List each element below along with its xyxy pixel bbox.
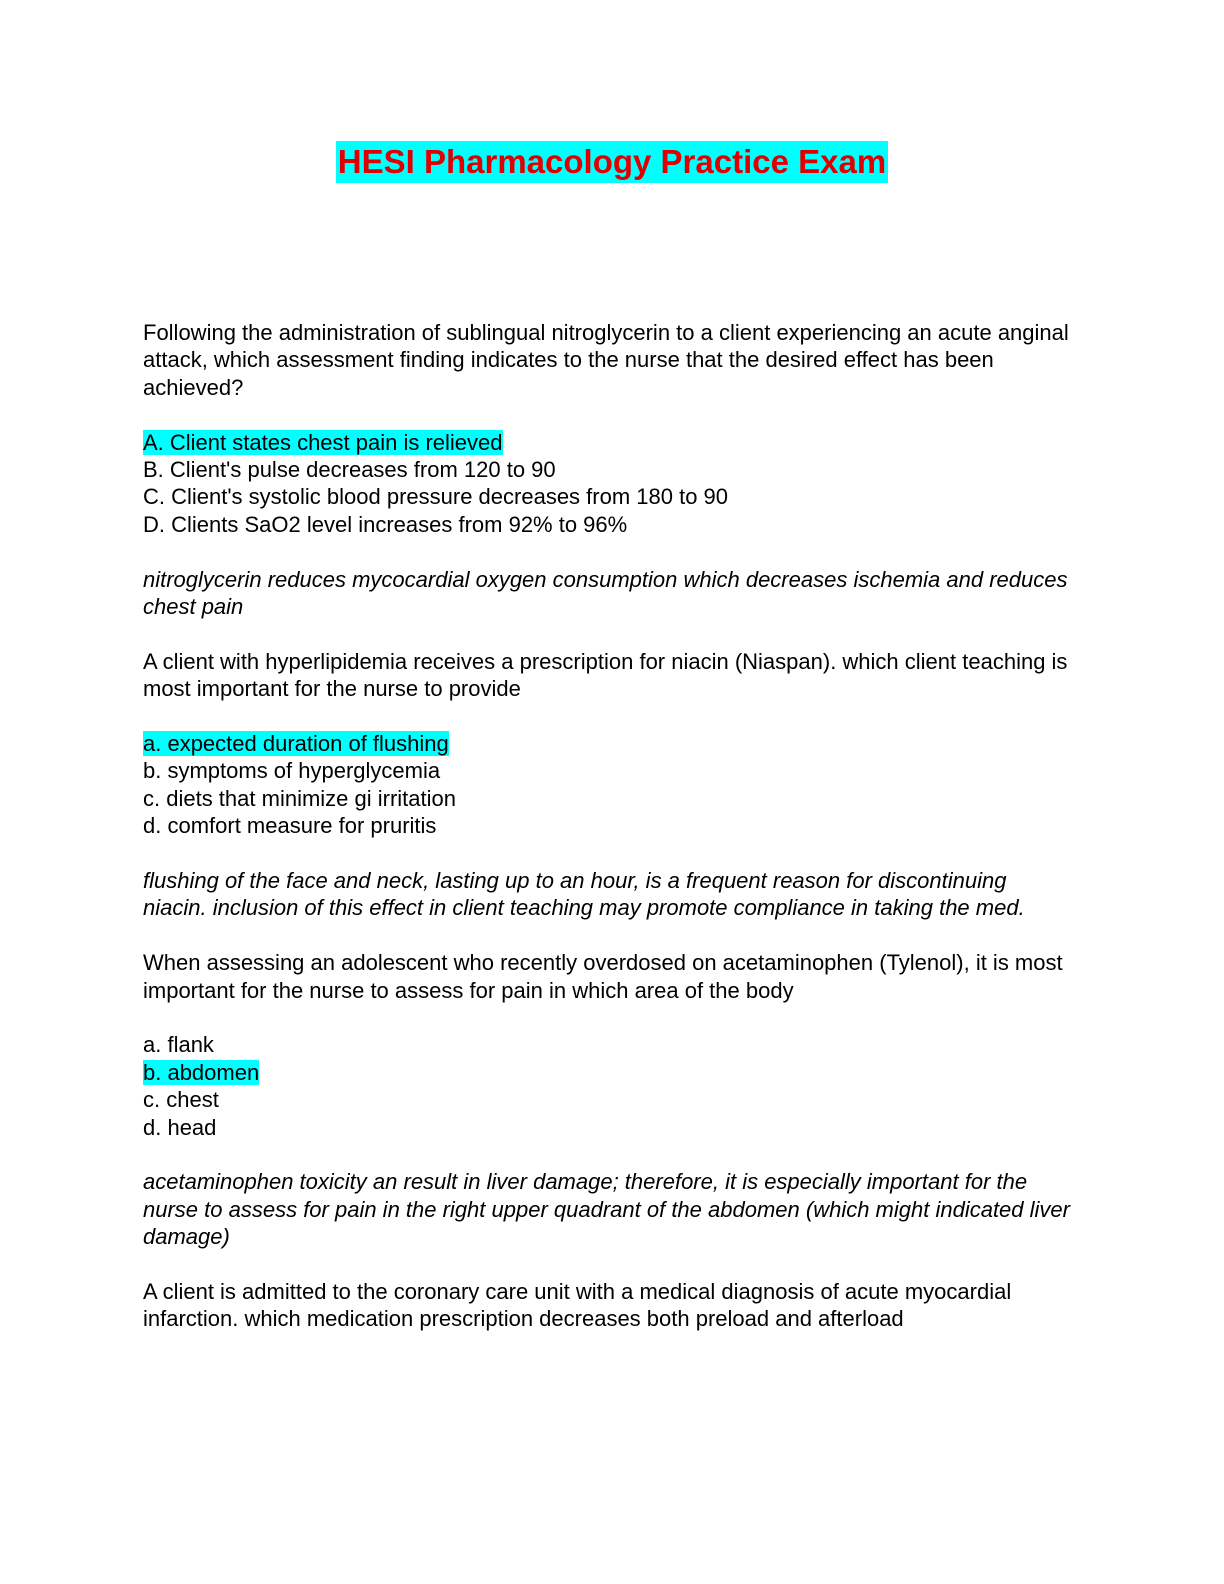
answer-option: D. Clients SaO2 level increases from 92% to 96% [143,511,628,537]
answer-option: C. Client's systolic blood pressure decreases from 180 to 90 [143,484,729,510]
answer-option: c. diets that minimize gi irritation [143,785,456,811]
answer-option: c. chest [143,1087,219,1113]
title-container [0,141,1224,183]
document-title: HESI Pharmacology Practice Exam [336,141,888,183]
answer-option: b. symptoms of hyperglycemia [143,758,441,784]
question-stem: When assessing an adolescent who recently overdosed on acetaminophen (Tylenol), it is most important for the nurse to assess for pain in which area of the body [143,950,1063,1003]
answer-option: d. head [143,1114,217,1140]
question-stem: A client is admitted to the coronary care unit with a medical diagnosis of acute myocardial infarction. which medication prescription decreases both preload and afterload [143,1279,1012,1332]
question-stem: Following the administration of sublingual nitroglycerin to a client experiencing an acute anginal attack, which assessment finding indicates to the nurse that the desired effect has been achieved? [143,320,1069,400]
answer-option [143,730,1073,757]
answer-option: B. Client's pulse decreases from 120 to 90 [143,457,556,483]
answer-rationale: nitroglycerin reduces mycocardial oxygen consumption which decreases ischemia and reduces chest pain [143,566,1068,620]
question-stem: A client with hyperlipidemia receives a prescription for niacin (Niaspan). which client teaching is most important for the nurse to provide [143,648,1068,702]
document-body [143,319,1073,1360]
answer-rationale: acetaminophen toxicity an result in liver damage; therefore, it is especially important for the nurse to assess for pain in the right upper quadrant of the abdomen (which might indicated liver damage) [143,1169,1070,1250]
option-list [143,1031,1073,1141]
answer-rationale: flushing of the face and neck, lasting up to an hour, is a frequent reason for discontinuing niacin. inclusion of this effect in client teaching may promote compliance in taking the med. [143,868,1025,921]
answer-option [143,429,1073,456]
highlighted-answer: b. abdomen [143,1059,260,1085]
answer-option: a. flank [143,1032,214,1058]
highlighted-answer: a. expected duration of flushing [143,731,449,757]
option-list [143,429,1073,539]
answer-option: d. comfort measure for pruritis [143,813,437,839]
answer-option [143,1059,1073,1086]
option-list [143,730,1073,840]
highlighted-answer: A. Client states chest pain is relieved [143,429,503,455]
